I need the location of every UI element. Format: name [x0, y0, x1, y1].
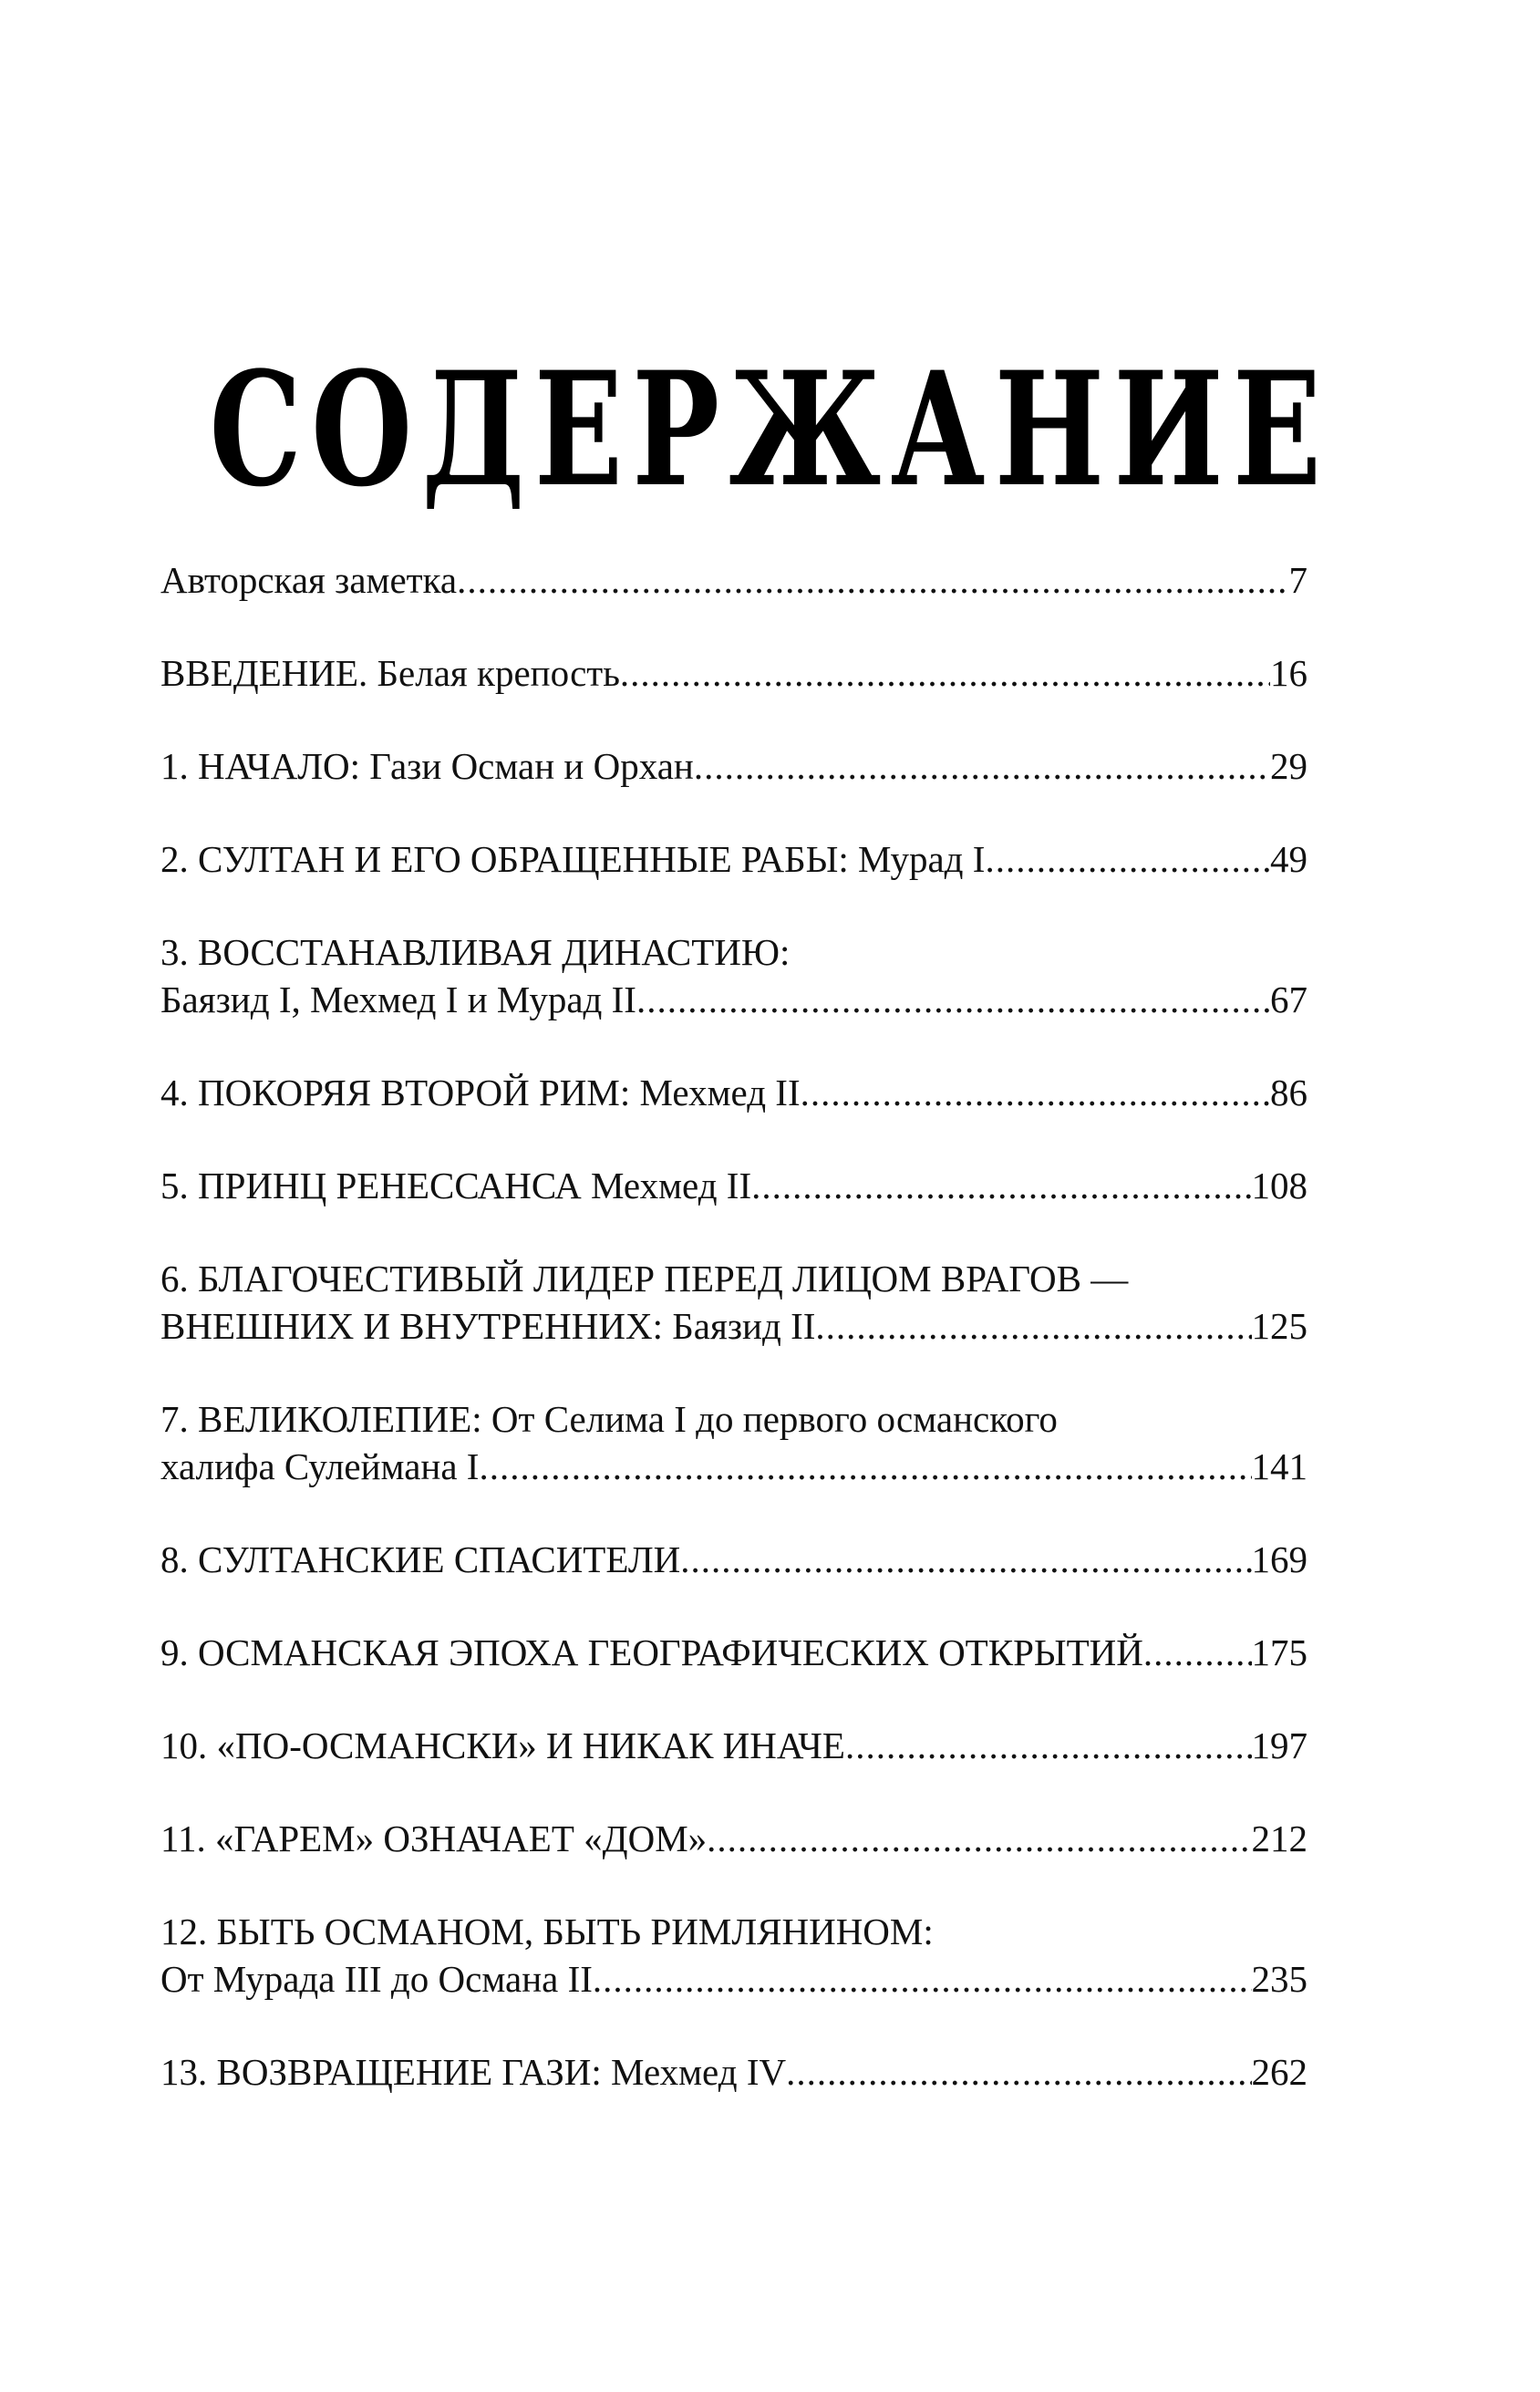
- toc-entry-title-line: 11. «ГАРЕМ» ОЗНАЧАЕТ «ДОМ»: [160, 1817, 708, 1859]
- toc-entry-title-line: 13. ВОЗВРАЩЕНИЕ ГАЗИ: Мехмед IV: [160, 2051, 787, 2093]
- toc-entry-title-line: Баязид I, Мехмед I и Мурад II: [160, 979, 636, 1020]
- dot-leader: [457, 556, 1288, 604]
- dot-leader: [751, 1162, 1251, 1209]
- toc-entry-title-line: 8. СУЛТАНСКИЕ СПАСИТЕЛИ: [160, 1538, 681, 1580]
- toc-entry-row: [160, 1162, 1307, 1209]
- toc-entry-title-line: 4. ПОКОРЯЯ ВТОРОЙ РИМ: Мехмед II: [160, 1072, 801, 1113]
- toc-page-number: 16: [1270, 652, 1307, 694]
- toc-page-number: 7: [1288, 559, 1307, 601]
- toc-entry[interactable]: [160, 649, 1307, 697]
- toc-entry-title-line: 1. НАЧАЛО: Гази Осман и Орхан: [160, 745, 694, 787]
- toc-entry-title-line: ВНЕШНИХ И ВНУТРЕННИХ: Баязид II: [160, 1305, 816, 1347]
- toc-page-number: 125: [1251, 1305, 1307, 1347]
- dot-leader: [707, 1815, 1251, 1862]
- toc-entry[interactable]: [160, 1162, 1307, 1209]
- toc-page-number: 197: [1251, 1724, 1307, 1766]
- toc-entry-row: [160, 1443, 1307, 1490]
- toc-entry[interactable]: [160, 1255, 1307, 1350]
- toc-page-number: 262: [1251, 2051, 1307, 2093]
- toc-entry-title-line: халифа Сулеймана I: [160, 1445, 480, 1487]
- toc-entry-title-line: 12. БЫТЬ ОСМАНОМ, БЫТЬ РИМЛЯНИНОМ:: [160, 1910, 934, 1952]
- toc-entry-row: [160, 742, 1307, 790]
- toc-entry[interactable]: [160, 1908, 1307, 2003]
- toc-entry-row: [160, 1629, 1307, 1676]
- toc-entry[interactable]: [160, 835, 1307, 883]
- toc-entry-title-line: 3. ВОССТАНАВЛИВАЯ ДИНАСТИЮ:: [160, 931, 791, 973]
- toc-page-number: 212: [1251, 1817, 1307, 1859]
- toc-entry-row: [160, 556, 1307, 604]
- toc-entry-title-line: Авторская заметка: [160, 559, 458, 601]
- dot-leader: [815, 1302, 1251, 1350]
- dot-leader: [694, 742, 1270, 790]
- toc-entry-title-line: От Мурада III до Османа II: [160, 1958, 593, 2000]
- toc-entry-row: [160, 1815, 1307, 1862]
- toc-entry-row: [160, 1955, 1307, 2003]
- toc-entry-title-line: 2. СУЛТАН И ЕГО ОБРАЩЕННЫЕ РАБЫ: Мурад I: [160, 838, 986, 880]
- toc-page-number: 169: [1251, 1538, 1307, 1580]
- toc-entry[interactable]: [160, 1629, 1307, 1676]
- toc-entry-row: [160, 1536, 1307, 1583]
- toc-entry[interactable]: [160, 1069, 1307, 1116]
- toc-entry-row: [160, 649, 1307, 697]
- toc-page-number: 49: [1270, 838, 1307, 880]
- toc-entry-row: [160, 1302, 1307, 1350]
- dot-leader: [479, 1443, 1251, 1490]
- toc-entry[interactable]: [160, 1395, 1307, 1490]
- page-title: СОДЕРЖАНИЕ: [209, 337, 1331, 523]
- toc-entry-title-line: 7. ВЕЛИКОЛЕПИЕ: От Селима I до первого османского: [160, 1398, 1058, 1440]
- toc-entry[interactable]: [160, 1536, 1307, 1583]
- toc-page-number: 108: [1251, 1165, 1307, 1206]
- toc-entry-row: [160, 835, 1307, 883]
- toc-entry-row: [160, 976, 1307, 1023]
- table-of-contents: [160, 556, 1307, 2141]
- dot-leader: [786, 2048, 1251, 2096]
- toc-entry[interactable]: [160, 928, 1307, 1023]
- dot-leader: [985, 835, 1270, 883]
- toc-entry-row: [160, 1069, 1307, 1116]
- dot-leader: [620, 649, 1270, 697]
- toc-entry-title-line: ВВЕДЕНИЕ. Белая крепость: [160, 652, 620, 694]
- dot-leader: [636, 976, 1270, 1023]
- toc-entry-row: [160, 1722, 1307, 1769]
- toc-page-number: 86: [1270, 1072, 1307, 1113]
- toc-entry-row: [160, 2048, 1307, 2096]
- dot-leader: [680, 1536, 1251, 1583]
- toc-entry[interactable]: [160, 556, 1307, 604]
- toc-page-number: 175: [1251, 1631, 1307, 1673]
- toc-entry-title-line: 5. ПРИНЦ РЕНЕССАНСА Мехмед II: [160, 1165, 752, 1206]
- toc-page-number: 29: [1270, 745, 1307, 787]
- toc-entry[interactable]: [160, 742, 1307, 790]
- toc-entry[interactable]: [160, 1722, 1307, 1769]
- toc-entry[interactable]: [160, 1815, 1307, 1862]
- toc-page-number: 67: [1270, 979, 1307, 1020]
- toc-page-number: 235: [1251, 1958, 1307, 2000]
- dot-leader: [593, 1955, 1252, 2003]
- toc-page-number: 141: [1251, 1445, 1307, 1487]
- dot-leader: [845, 1722, 1252, 1769]
- toc-entry-title-line: 10. «ПО-ОСМАНСКИ» И НИКАК ИНАЧЕ: [160, 1724, 845, 1766]
- dot-leader: [801, 1069, 1270, 1116]
- toc-entry-title-line: 9. ОСМАНСКАЯ ЭПОХА ГЕОГРАФИЧЕСКИХ ОТКРЫТИЙ: [160, 1631, 1143, 1673]
- dot-leader: [1143, 1629, 1252, 1676]
- toc-entry-title-line: 6. БЛАГОЧЕСТИВЫЙ ЛИДЕР ПЕРЕД ЛИЦОМ ВРАГОВ —: [160, 1258, 1129, 1300]
- toc-entry[interactable]: [160, 2048, 1307, 2096]
